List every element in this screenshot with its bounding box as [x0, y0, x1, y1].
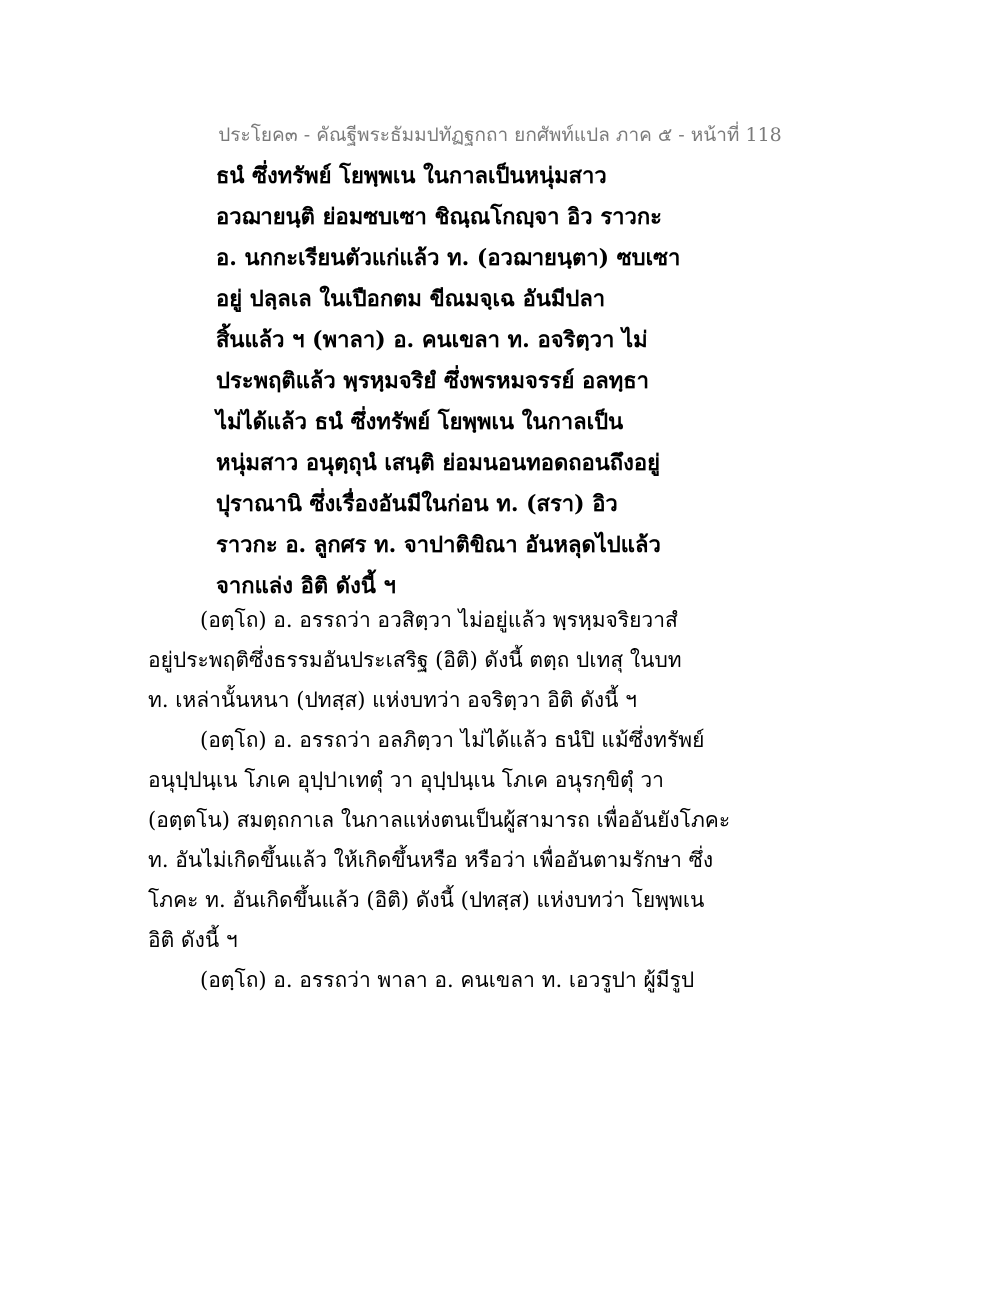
commentary-line: อยู่ประพฤติซึ่งธรรมอันประเสริฐ (อิติ) ดังนี้ ตตฺถ ปเทสุ ในบท — [148, 648, 682, 672]
commentary-line: ท. อันไม่เกิดขึ้นแล้ว ให้เกิดขึ้นหรือ หรือว่า เพื่ออันตามรักษา ซึ่ง — [148, 848, 714, 872]
commentary-line: อนุปฺปนฺเน โภเค อุปฺปาเทตุํ วา อุปฺปนฺเน โภเค อนุรกฺขิตุํ วา — [148, 768, 664, 792]
verse-line: สิ้นแล้ว ฯ (พาลา) อ. คนเขลา ท. อจริตฺวา ไม่ — [216, 327, 648, 353]
commentary-line: (อตฺโถ) อ. อรรถว่า พาลา อ. คนเขลา ท. เอวรูปา ผู้มีรูป — [200, 968, 695, 992]
commentary-line: ท. เหล่านั้นหนา (ปทสฺส) แห่งบทว่า อจริตฺวา อิติ ดังนี้ ฯ — [148, 688, 637, 712]
commentary-line: (อตฺโถ) อ. อรรถว่า อวสิตฺวา ไม่อยู่แล้ว พฺรหฺมจริยวาสํ — [200, 608, 678, 632]
verse-line: ปุราณานิ ซึ่งเรื่องอันมีในก่อน ท. (สรา) อิว — [216, 491, 618, 517]
commentary-block — [148, 600, 731, 1000]
verse-line: หนุ่มสาว อนุตฺถุนํ เสนฺติ ย่อมนอนทอดถอนถึงอยู่ — [216, 450, 660, 476]
commentary-line: (อตฺตโน) สมตฺถกาเล ในกาลแห่งตนเป็นผู้สามารถ เพื่ออันยังโภคะ — [148, 808, 731, 832]
verse-line: จากแล่ง อิติ ดังนี้ ฯ — [216, 573, 396, 599]
verse-line: อวฌายนฺติ ย่อมซบเซา ชิณฺณโกญฺจา อิว ราวกะ — [216, 204, 662, 230]
verse-line: ไม่ได้แล้ว ธนํ ซึ่งทรัพย์ โยพฺพเน ในกาลเป็น — [216, 409, 624, 435]
commentary-line: (อตฺโถ) อ. อรรถว่า อลภิตฺวา ไม่ได้แล้ว ธนํปิ แม้ซึ่งทรัพย์ — [200, 728, 705, 752]
verse-line: ธนํ ซึ่งทรัพย์ โยพฺพเน ในกาลเป็นหนุ่มสาว — [216, 163, 607, 189]
verse-line: ประพฤติแล้ว พฺรหฺมจริยํ ซึ่งพรหมจรรย์ อลทฺธา — [216, 368, 650, 394]
commentary-line: อิติ ดังนี้ ฯ — [148, 928, 238, 952]
page-header-text: ประโยค๓ - คัณฐีพระธัมมปทัฏฐกถา ยกศัพท์แปล ภาค ๕ - หน้าที่ 118 — [218, 124, 782, 146]
verse-block — [216, 156, 736, 607]
verse-line: ราวกะ อ. ลูกศร ท. จาปาติขิณา อันหลุดไปแล้ว — [216, 532, 661, 558]
verse-line: อยู่ ปลฺลเล ในเปือกตม ขีณมจฺเฉ อันมีปลา — [216, 286, 606, 312]
verse-line: อ. นกกะเรียนตัวแก่แล้ว ท. (อวฌายนฺตา) ซบเซา — [216, 245, 681, 271]
commentary-line: โภคะ ท. อันเกิดขึ้นแล้ว (อิติ) ดังนี้ (ปทสฺส) แห่งบทว่า โยพฺพเน — [148, 888, 705, 912]
page-header — [0, 120, 1000, 150]
